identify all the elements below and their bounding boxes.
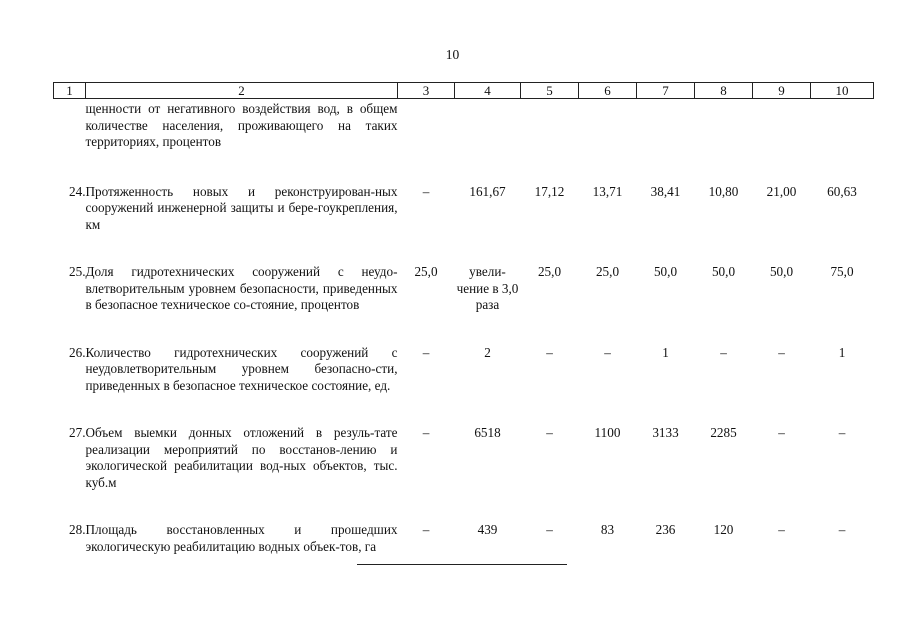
value-cell: 1 <box>662 344 669 360</box>
value-cell: – <box>720 344 727 360</box>
value-cell: 1 <box>838 344 846 360</box>
indicator-name: Протяженность новых и реконструирован-ных сооружений инженерной защиты и бере-гоукрепления, км <box>85 183 398 232</box>
value-cell: 25,0 <box>537 264 562 279</box>
value-cell: – <box>778 344 785 360</box>
end-rule <box>357 564 567 565</box>
table-row <box>54 522 874 555</box>
indicator-name: Количество гидротехнических сооружений с неудовлетворительным уровнем безопасно-сти, приведенных в безопасное техническое состояние, ед. <box>85 344 398 393</box>
row-number: 28. <box>69 522 86 537</box>
indicator-name: Доля гидротехнических сооружений с неудо-влетворительным уровнем безопасности, приведенных в безопасное техническое со-стояние, процентов <box>85 264 398 312</box>
table-row <box>54 345 874 426</box>
value-cell: 25,0 <box>414 264 438 279</box>
indicator-name: Объем выемки донных отложений в резуль-тате реализации мероприятий по восстанов-лению и экологической реабилитации вод-ных объектов, тыс. куб.м <box>85 425 398 490</box>
value-cell: – <box>422 522 430 537</box>
column-header: 2 <box>86 83 398 99</box>
value-cell: 1100 <box>594 425 621 440</box>
row-number: 27. <box>69 425 86 440</box>
indicator-name: Площадь восстановленных и прошедших экологическую реабилитацию водных объек-тов, га <box>85 522 398 554</box>
value-cell: 50,0 <box>711 264 736 279</box>
continuation-row <box>54 99 874 184</box>
value-cell: 13,71 <box>592 183 623 199</box>
column-header: 9 <box>753 83 811 99</box>
value-cell: 236 <box>655 522 676 537</box>
value-cell: – <box>778 425 785 440</box>
value-cell: 17,12 <box>534 183 565 199</box>
value-cell: 83 <box>600 522 615 537</box>
value-cell: 10,80 <box>708 183 739 199</box>
page-number: 10 <box>445 47 460 62</box>
row-number: 24. <box>69 183 86 199</box>
value-cell: – <box>546 522 553 537</box>
table-row <box>54 184 874 265</box>
column-header: 5 <box>521 83 579 99</box>
value-cell: – <box>422 183 430 199</box>
value-cell: – <box>546 425 553 440</box>
value-cell: – <box>422 344 430 360</box>
value-cell: 25,0 <box>595 264 620 279</box>
row-number: 25. <box>69 264 86 279</box>
value-cell: – <box>546 344 553 360</box>
table-row <box>54 264 874 345</box>
value-cell: – <box>778 522 785 537</box>
value-cell: 3133 <box>652 425 679 440</box>
column-header: 6 <box>579 83 637 99</box>
column-header: 3 <box>398 83 455 99</box>
value-cell: – <box>604 344 611 360</box>
column-header: 7 <box>637 83 695 99</box>
column-header: 4 <box>455 83 521 99</box>
value-cell: 60,63 <box>827 183 857 199</box>
table-row <box>54 425 874 522</box>
value-cell: 50,0 <box>769 264 794 279</box>
value-cell: 2285 <box>710 425 737 440</box>
row-number: 26. <box>69 344 86 360</box>
value-cell: 120 <box>713 522 734 537</box>
value-cell: 75,0 <box>830 264 854 279</box>
value-cell: 2 <box>484 344 491 360</box>
value-cell: 38,41 <box>650 183 681 199</box>
column-header: 10 <box>811 83 874 99</box>
value-cell: 161,67 <box>469 183 506 199</box>
value-cell: 50,0 <box>653 264 678 279</box>
value-cell: увели-чение в 3,0 раза <box>456 264 519 312</box>
value-cell: 21,00 <box>766 183 797 199</box>
indicators-table <box>53 82 874 555</box>
value-cell: 439 <box>477 522 498 537</box>
continuation-text: щенности от негативного воздействия вод, в общем количестве населения, проживающего на таких территориях, процентов <box>85 101 398 149</box>
column-header: 8 <box>695 83 753 99</box>
value-cell: – <box>838 522 846 537</box>
value-cell: – <box>838 425 846 440</box>
value-cell: 6518 <box>474 425 501 440</box>
value-cell: – <box>422 425 430 440</box>
column-header: 1 <box>54 83 86 99</box>
column-number-header <box>54 83 874 99</box>
